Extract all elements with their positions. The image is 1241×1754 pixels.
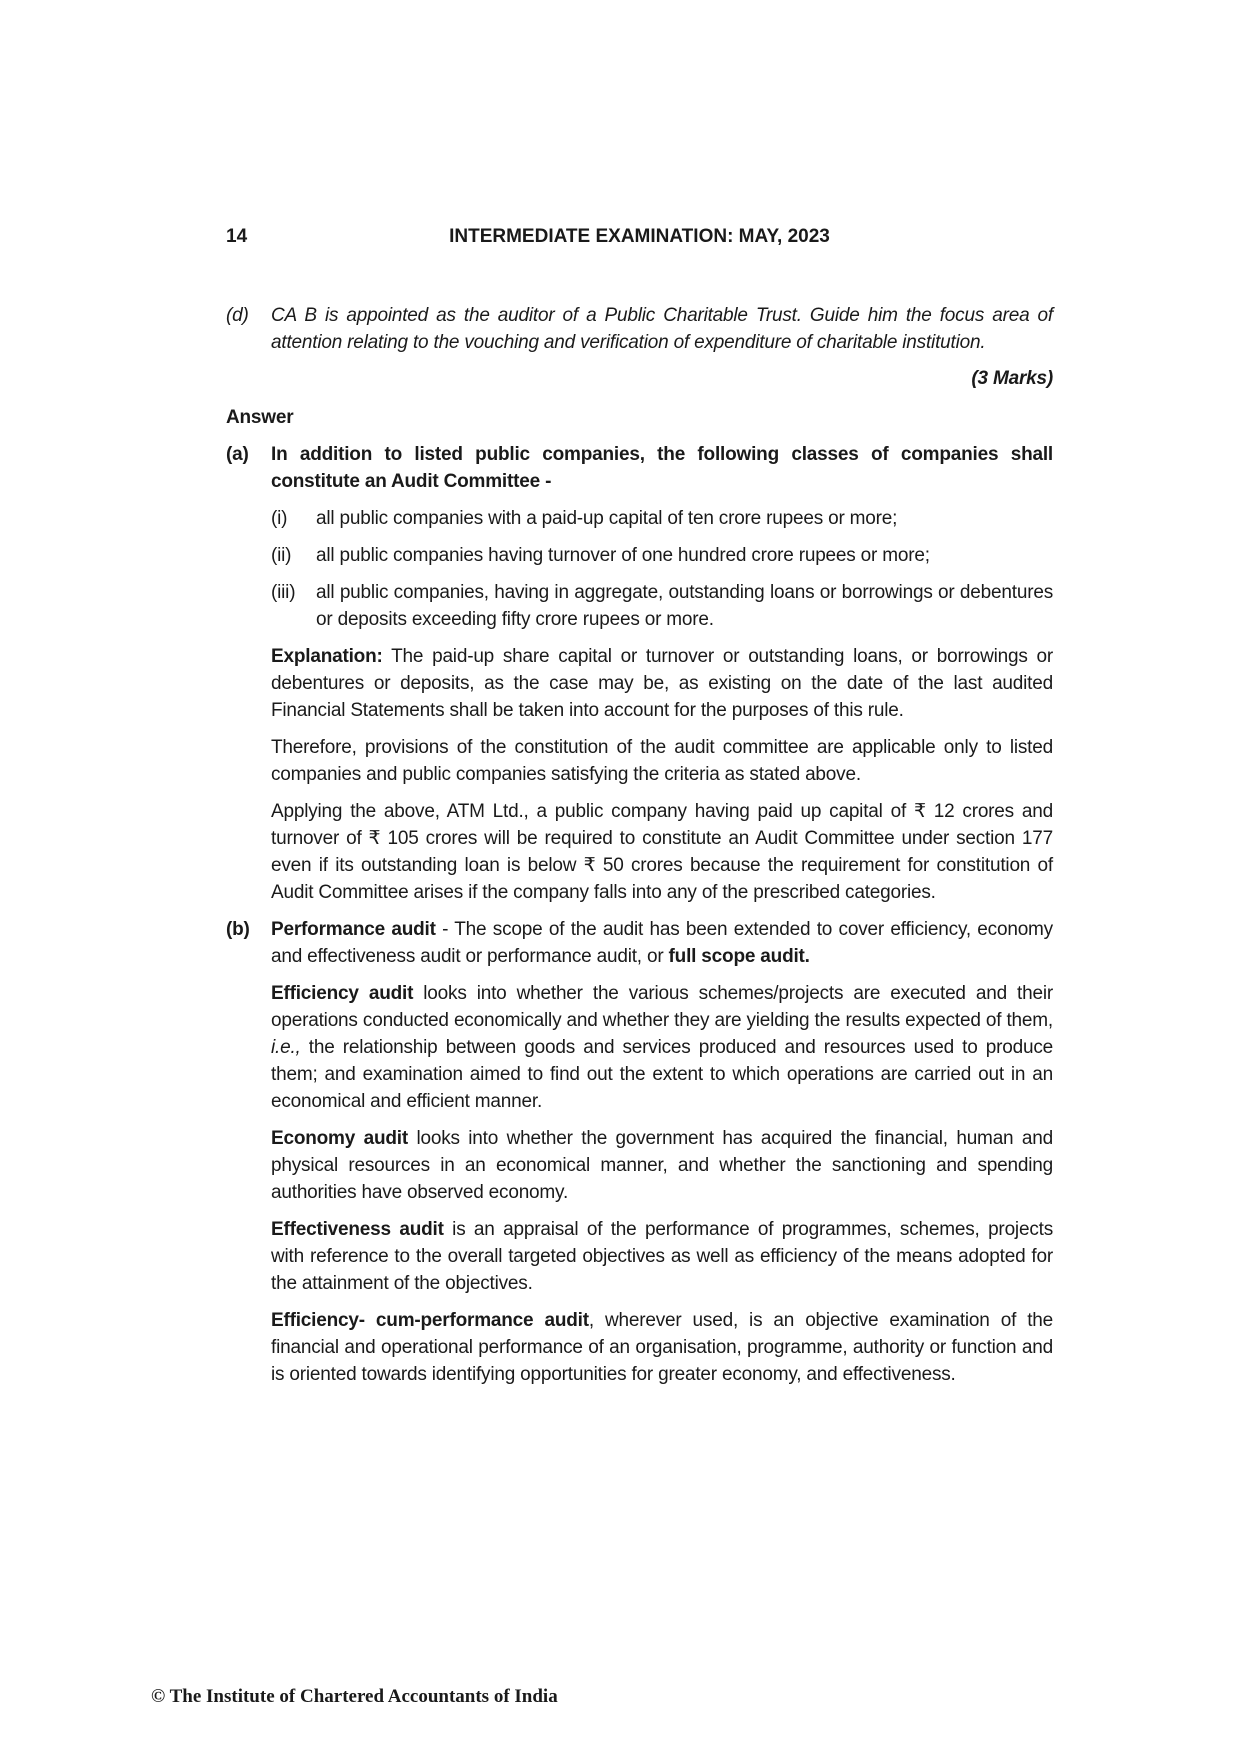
list-item-label: (i) xyxy=(271,508,288,529)
efficiency-audit-text-1: looks into whether the various schemes/projects are executed and their operations conducted economically and whether they are yielding the results expected of them, xyxy=(271,983,1053,1031)
efficiency-cum-performance-term: Efficiency- cum-performance audit xyxy=(271,1310,589,1331)
ie-abbrev: i.e., xyxy=(271,1037,301,1058)
efficiency-audit-paragraph xyxy=(271,980,1053,1115)
answer-b-label: (b) xyxy=(226,919,250,940)
efficiency-cum-performance-text: , wherever used, is an objective examination of the financial and operational performance of an organisation, programme, authority or function and is oriented towards identifying opportunities for greater economy, and effectiveness. xyxy=(271,1310,1054,1385)
answer-a-heading xyxy=(226,441,1053,495)
performance-audit-term: Performance audit xyxy=(271,919,436,940)
answer-a-heading-text: In addition to listed public companies, the following classes of companies shall constitute an Audit Committee - xyxy=(271,444,1053,492)
efficiency-audit-text-2: the relationship between goods and services produced and resources used to produce them; and examination aimed to find out the extent to which operations are carried out in an economical and efficient manner. xyxy=(271,1037,1053,1112)
explanation-paragraph xyxy=(271,643,1053,724)
question-text: CA B is appointed as the auditor of a Public Charitable Trust. Guide him the focus area of attention relating to the vouching and verification of expenditure of charitable institution. xyxy=(271,305,1053,353)
economy-audit-term: Economy audit xyxy=(271,1128,408,1149)
therefore-paragraph: Therefore, provisions of the constitution of the audit committee are applicable only to listed companies and public companies satisfying the criteria as stated above. xyxy=(271,737,1053,785)
list-item xyxy=(271,542,1053,569)
applying-paragraph: Applying the above, ATM Ltd., a public company having paid up capital of ₹ 12 crores and turnover of ₹ 105 crores will be required to constitute an Audit Committee under section 177 even if its outstanding loan is below ₹ 50 crores because the requirement for constitution of Audit Committee arises if the company falls into any of the prescribed categories. xyxy=(271,801,1053,903)
list-item-text: all public companies, having in aggregate, outstanding loans or borrowings or debentures or deposits exceeding fifty crore rupees or more. xyxy=(316,582,1053,630)
full-scope-audit-term: full scope audit. xyxy=(668,946,810,967)
economy-audit-text: looks into whether the government has acquired the financial, human and physical resources in an economical manner, and whether the sanctioning and spending authorities have observed economy. xyxy=(271,1128,1053,1203)
marks-label: (3 Marks) xyxy=(971,368,1053,389)
effectiveness-audit-term: Effectiveness audit xyxy=(271,1219,444,1240)
list-item-text: all public companies with a paid-up capital of ten crore rupees or more; xyxy=(316,508,898,529)
efficiency-cum-performance-paragraph xyxy=(271,1307,1053,1388)
question-label: (d) xyxy=(226,305,249,326)
answer-heading: Answer xyxy=(226,407,294,428)
economy-audit-paragraph xyxy=(271,1125,1053,1206)
question-d xyxy=(226,302,1053,356)
effectiveness-audit-text: is an appraisal of the performance of programmes, schemes, projects with reference to the overall targeted objectives as well as efficiency of the means adopted for the attainment of the objectives. xyxy=(271,1219,1053,1294)
performance-audit-text: - The scope of the audit has been extended to cover efficiency, economy and effectiveness audit or performance audit, or xyxy=(271,919,1053,967)
list-item-text: all public companies having turnover of one hundred crore rupees or more; xyxy=(316,545,930,566)
performance-audit-paragraph xyxy=(271,916,1053,970)
document-body xyxy=(226,302,1053,1388)
list-item xyxy=(271,505,1053,532)
explanation-label: Explanation: xyxy=(271,646,383,667)
page-title: INTERMEDIATE EXAMINATION: MAY, 2023 xyxy=(449,226,830,247)
page-number: 14 xyxy=(226,226,248,247)
efficiency-audit-term: Efficiency audit xyxy=(271,983,414,1004)
copyright-footer: © The Institute of Chartered Accountants of India xyxy=(151,1686,558,1707)
list-item-label: (ii) xyxy=(271,545,292,566)
list-item-label: (iii) xyxy=(271,582,296,603)
answer-a-label: (a) xyxy=(226,444,249,465)
explanation-text: The paid-up share capital or turnover or outstanding loans, or borrowings or debentures or deposits, as the case may be, as existing on the date of the last audited Financial Statements shall be taken into account for the purposes of this rule. xyxy=(271,646,1053,721)
list-item xyxy=(271,579,1053,633)
answer-b xyxy=(226,916,1053,970)
effectiveness-audit-paragraph xyxy=(271,1216,1053,1297)
